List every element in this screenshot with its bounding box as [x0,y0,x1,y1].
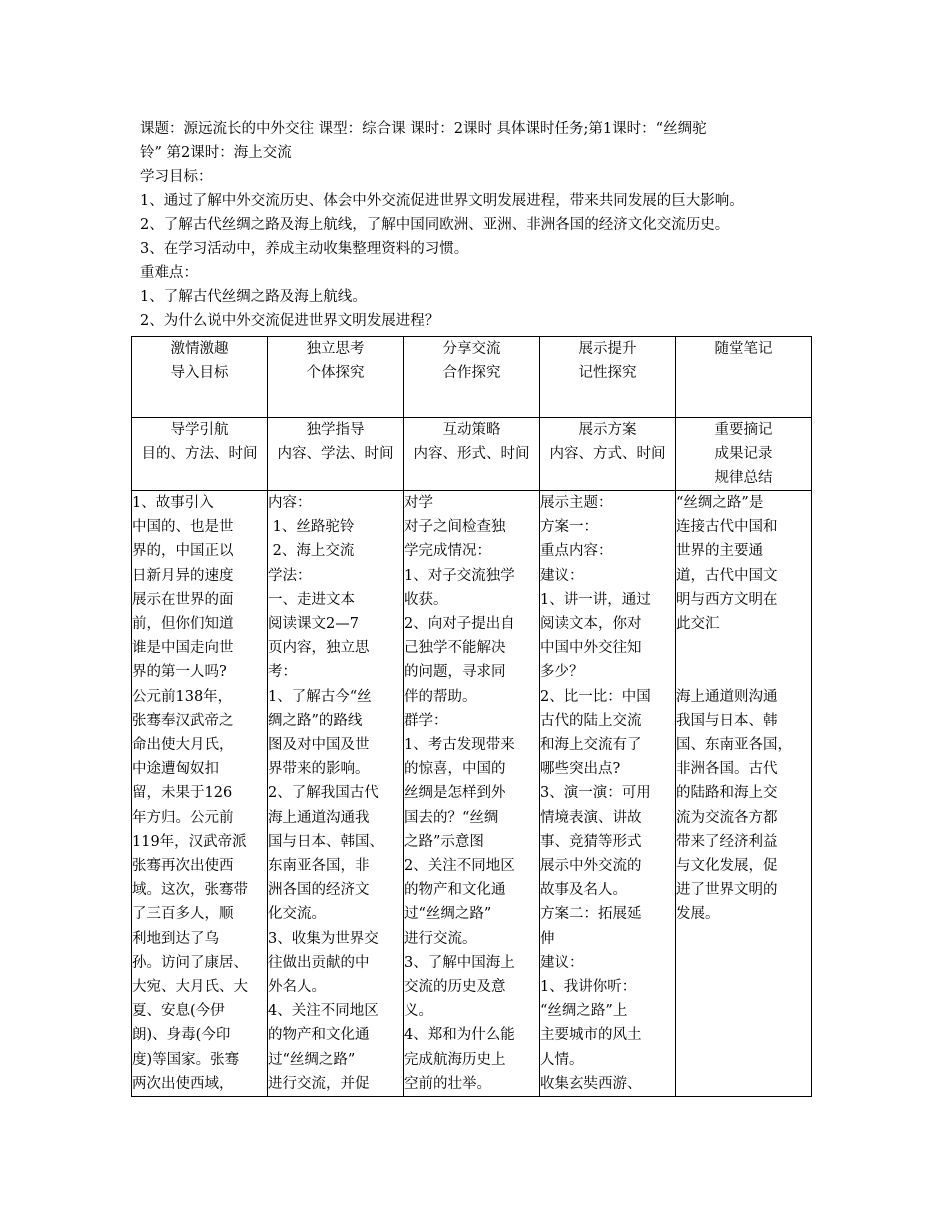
cell-text-line: 3、了解中国海上 [404,954,515,971]
header-line: 独立思考 [306,341,365,357]
header-line: 内容、方式、时间 [549,446,666,462]
header-line: 分享交流 [442,341,501,357]
cell-text-line: 张骞奉汉武帝之 [132,712,234,729]
cell-text-line: 考： [268,664,297,681]
cell-text-line: 故事及名人。 [540,882,627,899]
cell-text-line: 丝绸是怎样到外 [404,785,506,802]
cell-text-line: 公元前138年， [132,688,233,705]
cell-text-line: 夏、安息(今伊 [132,1003,225,1020]
cell-text-line: 哪些突出点? [540,761,621,778]
cell-text-line: 度)等国家。张骞 [132,1051,240,1068]
table-header-row-2 [132,418,812,491]
cell-text-line: 化交流。 [268,906,326,923]
presentation-column-cell [540,491,676,1097]
header-line: 合作探究 [442,365,501,381]
cell-text-line: 收获。 [404,591,448,608]
cell-text-line: 界带来的影响。 [268,761,370,778]
header-cell [132,337,268,418]
cell-text-line: 界的第一人吗? [132,664,227,681]
cell-text-line: 重点内容： [540,543,613,560]
cell-text-line: 流为交流各方都 [676,809,778,826]
key-points-heading: 重难点： [140,265,198,281]
cell-text-line: 学法： [268,567,312,584]
lesson-info-line-1: 课题：源远流长的中外交往 课型：综合课 课时：2课时 具体课时任务;第1课时：“丝绸驼 [140,121,707,137]
header-cell [404,418,540,491]
cell-text-line: 人情。 [540,1051,584,1068]
header-line: 成果记录 [714,446,773,462]
cell-text-line: 图及对中国及世 [268,737,370,754]
cell-text-line: 4、郑和为什么能 [404,1027,515,1044]
header-cell [404,337,540,418]
header-cell [268,418,404,491]
cell-text-line: 空前的壮举。 [404,1075,491,1092]
cell-text-line: 海上通道沟通我 [268,809,370,826]
cell-text-line: 己独学不能解决 [404,640,506,657]
objective-1: 1、通过了解中外交流历史、体会中外交流促进世界文明发展进程，带来共同发展的巨大影响。 [140,193,744,209]
cell-text-line: 建议： [540,567,584,584]
cell-text-line: 道，古代中国文 [676,567,778,584]
cell-text-line [676,660,811,684]
cell-text-line: 过“丝绸之路” [268,1051,356,1068]
cell-text-line: 2、比一比：中国 [540,688,651,705]
cell-text-line: 两次出使西域， [132,1075,234,1092]
cell-text-line: “丝绸之路”上 [540,1003,628,1020]
cell-text-line: 大宛、大月氏、大 [132,979,248,996]
header-cell [540,418,676,491]
header-line: 记性探究 [578,365,637,381]
cell-text-line: 进了世界文明的 [676,882,778,899]
cell-text-line: 对子之间检查独 [404,519,506,536]
cell-text-line: 的陆路和海上交 [676,785,778,802]
cell-text-line: 的惊喜，中国的 [404,761,506,778]
cell-text-line: 国去的？“丝绸 [404,809,499,826]
cell-text-line: 1、我讲你听： [540,979,637,996]
cell-text-line: 国与日本、韩国、 [268,833,384,850]
cell-text-line: 的物产和文化通 [268,1027,370,1044]
cell-text-line: 与文化发展，促 [676,858,778,875]
cell-text-line: 3、收集为世界交 [268,930,379,947]
cell-text-line: 和海上交流有了 [540,737,642,754]
cell-text-line: 1、讲一讲，通过 [540,591,651,608]
cell-text-line: 明与西方文明在 [676,591,778,608]
cell-text-line: 收集玄奘西游、 [540,1075,642,1092]
cell-text-line: 伴的帮助。 [404,688,477,705]
cell-text-line: 方案一： [540,519,598,536]
table-header-row-1 [132,337,812,418]
key-point-1: 1、了解古代丝绸之路及海上航线。 [140,289,367,305]
cell-text-line: 国、东南亚各国， [676,737,792,753]
cell-text-line: 前，但你们知道 [132,616,234,633]
header-line: 重要摘记 [714,422,773,438]
cell-text-line: 1、丝路驼铃 [268,519,355,536]
header-cell [676,337,812,418]
cell-text-line: 连接古代中国和 [676,519,778,536]
cell-text-line: 世界的主要通 [676,543,763,560]
objective-2: 2、了解古代丝绸之路及海上航线，了解中国同欧洲、亚洲、非洲各国的经济文化交流历史。 [140,217,730,233]
header-line: 随堂笔记 [714,341,773,357]
cell-text-line: 1、故事引入 [132,495,214,511]
cell-text-line: 2、关注不同地区 [404,858,515,875]
cell-text-line: 非洲各国。古代 [676,761,778,778]
lesson-intro [140,117,820,333]
cell-text-line: 利地到达了乌 [132,930,219,947]
cell-text-line: 义。 [404,1003,433,1020]
cell-text-line: 1、对子交流独学 [404,567,515,584]
cell-text-line: 发展。 [676,906,720,923]
cell-text-line: 之路”示意图 [404,833,484,850]
header-line: 内容、形式、时间 [413,446,530,462]
cell-text-line: 4、关注不同地区 [268,1003,379,1020]
cell-text-line: 中途遭匈奴扣 [132,761,219,778]
header-line: 内容、学法、时间 [277,446,394,462]
cell-text-line: 建议： [540,954,584,971]
header-line: 目的、方法、时间 [141,446,258,462]
cell-text-line: 页内容，独立思 [268,640,370,657]
header-cell [268,337,404,418]
cell-text-line: 进行交流，并促 [268,1075,370,1092]
cell-text-line [676,636,811,660]
cell-text-line: 学完成情况： [404,543,491,560]
cell-text-line: 我国与日本、韩 [676,712,778,729]
cell-text-line: 此交汇 [676,616,720,633]
cell-text-line: 绸之路”的路线 [268,712,363,729]
cell-text-line: 对学 [404,495,433,511]
cell-text-line: 域。这次，张骞带 [132,882,248,899]
guide-column-cell [132,491,268,1097]
header-line: 个体探究 [306,365,365,381]
cell-text-line: 朗)、身毒(今印 [132,1027,231,1044]
cell-text-line: 方案二：拓展延 [540,906,642,923]
cell-text-line: 年方归。公元前 [132,809,234,826]
cell-text-line: 古代的陆上交流 [540,712,642,729]
cell-text-line: 事、竞猜等形式 [540,833,642,850]
cell-text-line: 过“丝绸之路” [404,906,492,923]
lesson-info-line-2: 铃” 第2课时：海上交流 [140,145,292,161]
header-line: 独学指导 [306,422,365,438]
cell-text-line: 张骞再次出使西 [132,858,234,875]
header-line: 展示方案 [578,422,637,438]
cell-text-line: 展示中外交流的 [540,858,642,875]
cell-text-line: 情境表演、讲故 [540,809,642,826]
table-body-row [132,491,812,1097]
cell-text-line: 1、考古发现带来 [404,737,515,754]
cell-text-line: 进行交流。 [404,930,477,947]
cell-text-line: 阅读文本，你对 [540,616,642,633]
cell-text-line: “丝绸之路”是 [676,495,764,511]
cell-text-line: 2、海上交流 [268,543,355,560]
cell-text-line: 界的，中国正以 [132,543,234,560]
cell-text-line: 展示在世界的面 [132,591,234,608]
cell-text-line: 3、演一演：可用 [540,785,651,802]
lesson-plan-table [131,336,812,1097]
cell-text-line: 交流的历史及意 [404,979,506,996]
cell-text-line: 2、向对子提出自 [404,616,515,633]
cell-text-line: 洲各国的经济文 [268,882,370,899]
header-line: 导入目标 [170,365,229,381]
cell-text-line: 一、走进文本 [268,591,355,608]
objectives-heading: 学习目标： [140,169,213,185]
cell-text-line: 了三百多人，顺 [132,906,234,923]
cell-text-line: 的问题，寻求同 [404,664,506,681]
header-cell [540,337,676,418]
cell-text-line: 的物产和文化通 [404,882,506,899]
cell-text-line: 内容： [268,495,312,511]
header-line: 展示提升 [578,341,637,357]
cell-text-line: 1、了解古今“丝 [268,688,372,705]
cell-text-line: 带来了经济利益 [676,833,778,850]
cell-text-line: 孙。访问了康居、 [132,954,248,971]
cell-text-line: 往做出贡献的中 [268,954,370,971]
cell-text-line: 留，未果于126 [132,785,233,802]
objective-3: 3、在学习活动中，养成主动收集整理资料的习惯。 [140,241,469,257]
cell-text-line: 命出使大月氏， [132,737,234,754]
cell-text-line: 完成航海历史上 [404,1051,506,1068]
notes-column-cell [676,491,812,1097]
cell-text-line: 海上通道则沟通 [676,688,778,705]
header-cell [676,418,812,491]
header-line: 互动策略 [442,422,501,438]
interaction-column-cell [404,491,540,1097]
cell-text-line: 展示主题： [540,495,613,511]
cell-text-line: 外名人。 [268,979,326,996]
cell-text-line: 2、了解我国古代 [268,785,379,802]
self-study-column-cell [268,491,404,1097]
header-line: 规律总结 [714,470,773,486]
cell-text-line: 119年，汉武帝派 [132,833,247,850]
cell-text-line: 群学： [404,712,448,729]
cell-text-line: 中国的、也是世 [132,519,234,536]
cell-text-line: 东南亚各国，非 [268,858,370,875]
header-line: 激情激趣 [170,341,229,357]
header-cell [132,418,268,491]
header-line: 导学引航 [170,422,229,438]
cell-text-line: 中国中外交往知 [540,640,642,657]
cell-text-line: 谁是中国走向世 [132,640,234,657]
cell-text-line: 日新月异的速度 [132,567,234,584]
cell-text-line: 主要城市的风土 [540,1027,642,1044]
cell-text-line: 多少？ [540,664,584,681]
cell-text-line: 阅读课文2—7 [268,616,359,633]
cell-text-line: 伸 [540,930,555,947]
key-point-2: 2、为什么说中外交流促进世界文明发展进程？ [140,313,440,329]
